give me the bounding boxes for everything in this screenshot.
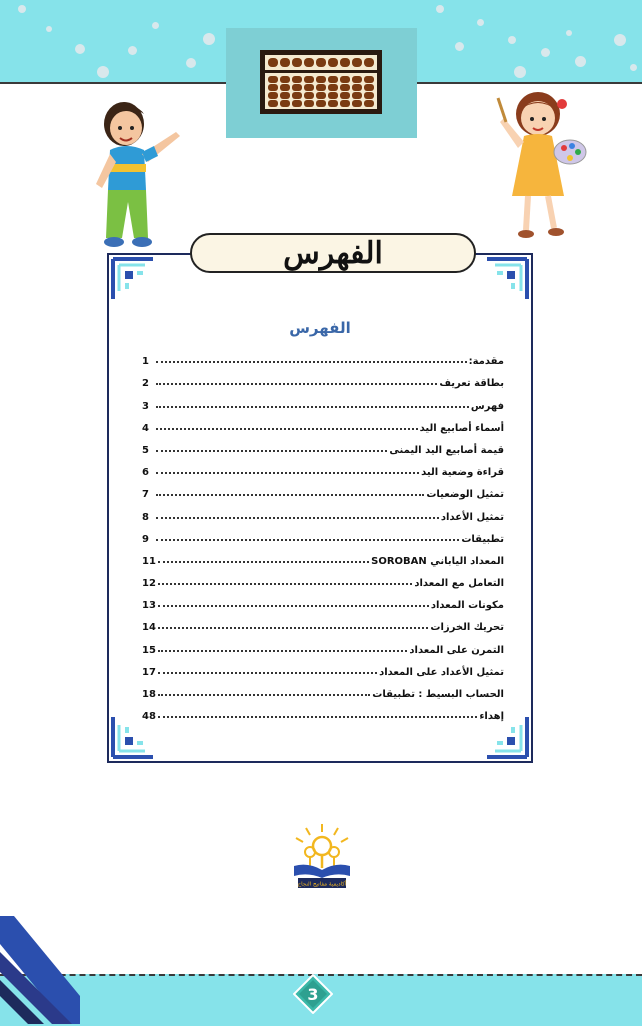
toc-entry[interactable] bbox=[142, 611, 504, 633]
page-title-banner bbox=[190, 233, 476, 273]
toc-entry[interactable] bbox=[142, 412, 504, 434]
toc-entry-title: التمرن على المعداد bbox=[409, 644, 504, 656]
toc-dot-leader bbox=[156, 472, 419, 474]
toc-dot-leader bbox=[158, 583, 412, 585]
academy-logo bbox=[288, 822, 356, 890]
toc-entry[interactable] bbox=[142, 656, 504, 678]
corner-ornament-icon bbox=[485, 257, 529, 301]
toc-entry-title: تمثيل الأعداد على المعداد bbox=[379, 666, 504, 678]
abacus-image-box bbox=[226, 28, 417, 138]
toc-entry-page: 14 bbox=[142, 622, 156, 634]
toc-dot-leader bbox=[156, 383, 437, 385]
corner-stripes-decoration bbox=[0, 916, 80, 1024]
toc-entry-title: المعداد الياباني SOROBAN bbox=[371, 555, 504, 567]
abacus-icon bbox=[260, 50, 382, 114]
toc-entry-page: 2 bbox=[142, 378, 149, 390]
toc-entry[interactable] bbox=[142, 678, 504, 700]
toc-entry-page: 4 bbox=[142, 422, 149, 434]
toc-entry-title: تطبيقات bbox=[461, 533, 504, 545]
toc-dot-leader bbox=[158, 716, 477, 718]
toc-entry[interactable] bbox=[142, 500, 504, 522]
toc-entry[interactable] bbox=[142, 389, 504, 411]
toc-dot-leader bbox=[158, 694, 370, 696]
toc-entry-page: 1 bbox=[142, 356, 149, 368]
toc-entry-title: بطاقة تعريف bbox=[439, 378, 504, 390]
toc-entry-title: أسماء أصابيع اليد bbox=[419, 422, 504, 434]
toc-entry-page: 11 bbox=[142, 555, 156, 567]
toc-dot-leader bbox=[158, 627, 429, 629]
page-title: الفهرس bbox=[283, 235, 383, 271]
toc-entry-title: مكونات المعداد bbox=[430, 600, 504, 612]
toc-entry-title: تمثيل الوضعيات bbox=[426, 489, 504, 501]
toc-dot-leader bbox=[158, 650, 407, 652]
toc-entry[interactable] bbox=[142, 456, 504, 478]
toc-frame bbox=[107, 253, 533, 763]
toc-entry-page: 12 bbox=[142, 578, 156, 590]
toc-entry[interactable] bbox=[142, 545, 504, 567]
toc-entry-title: قراءة وضعية اليد bbox=[421, 467, 504, 479]
toc-entry[interactable] bbox=[142, 700, 504, 722]
toc-entry-page: 17 bbox=[142, 666, 156, 678]
toc-dot-leader bbox=[156, 406, 469, 408]
toc-dot-leader bbox=[156, 494, 424, 496]
toc-dot-leader bbox=[158, 605, 429, 607]
toc-entry-page: 6 bbox=[142, 467, 149, 479]
toc-entry[interactable] bbox=[142, 478, 504, 500]
toc-heading: الفهرس bbox=[289, 319, 351, 337]
page-number-badge bbox=[293, 974, 333, 1014]
toc-dot-leader bbox=[156, 361, 467, 363]
toc-entry-page: 5 bbox=[142, 444, 149, 456]
toc-list bbox=[142, 345, 504, 722]
logo-text: أكاديمية مفاتيح النجاح bbox=[297, 881, 347, 888]
toc-entry[interactable] bbox=[142, 345, 504, 367]
toc-entry-title: تمثيل الأعداد bbox=[440, 511, 504, 523]
toc-entry[interactable] bbox=[142, 367, 504, 389]
corner-ornament-icon bbox=[111, 257, 155, 301]
toc-entry-page: 7 bbox=[142, 489, 149, 501]
page-number: 3 bbox=[307, 984, 319, 1004]
toc-entry-title: مقدمة: bbox=[468, 356, 504, 368]
toc-entry[interactable] bbox=[142, 589, 504, 611]
toc-entry-page: 9 bbox=[142, 533, 149, 545]
toc-entry-title: فهرس bbox=[470, 400, 504, 412]
boy-illustration bbox=[88, 98, 188, 250]
toc-entry-page: 18 bbox=[142, 689, 156, 700]
toc-entry-title: الحساب البسيط : تطبيقات bbox=[372, 689, 504, 700]
toc-entry[interactable] bbox=[142, 633, 504, 655]
toc-entry[interactable] bbox=[142, 567, 504, 589]
toc-entry[interactable] bbox=[142, 523, 504, 545]
toc-entry-title: قيمة أصابيع اليد اليمنى bbox=[389, 444, 504, 456]
toc-entry-page: 3 bbox=[142, 400, 149, 412]
toc-dot-leader bbox=[158, 561, 369, 563]
girl-illustration bbox=[488, 88, 588, 240]
toc-entry-title: إهداء bbox=[479, 711, 504, 723]
toc-dot-leader bbox=[156, 428, 418, 430]
toc-dot-leader bbox=[156, 517, 439, 519]
toc-entry-page: 48 bbox=[142, 711, 156, 723]
toc-dot-leader bbox=[158, 672, 377, 674]
toc-entry-title: تحريك الخرزات bbox=[430, 622, 504, 634]
toc-dot-leader bbox=[156, 450, 387, 452]
toc-entry-page: 8 bbox=[142, 511, 149, 523]
toc-entry-page: 13 bbox=[142, 600, 156, 612]
toc-entry-title: التعامل مع المعداد bbox=[414, 578, 504, 590]
toc-entry[interactable] bbox=[142, 434, 504, 456]
toc-dot-leader bbox=[156, 539, 459, 541]
toc-entry-page: 15 bbox=[142, 644, 156, 656]
